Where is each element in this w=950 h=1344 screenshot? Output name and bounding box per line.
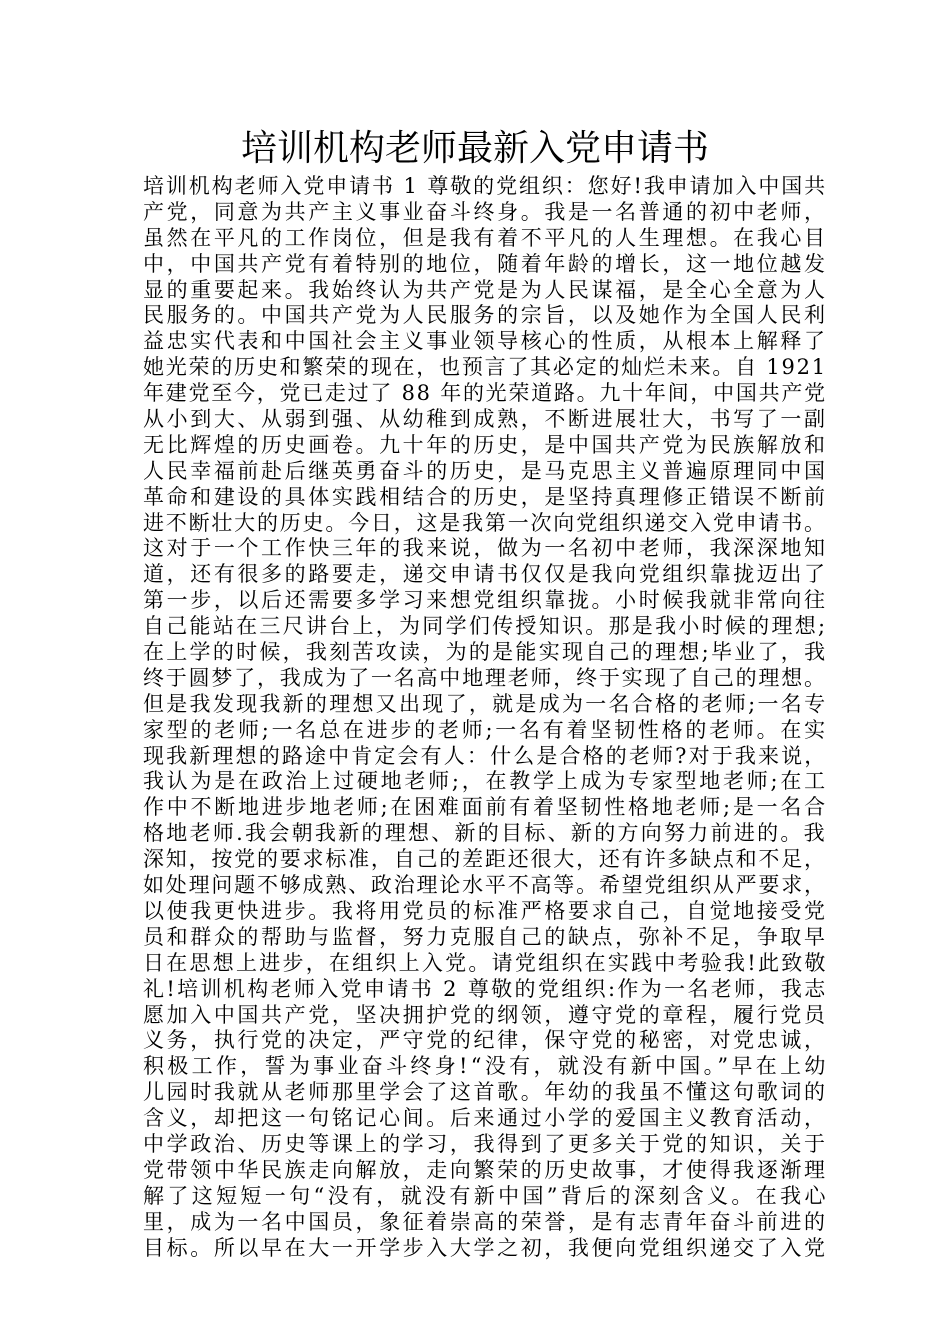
body-line: 她光荣的历史和繁荣的现在，也预言了其必定的灿烂未来。自 1921 xyxy=(143,355,827,380)
body-line: 虽然在平凡的工作岗位，但是我有着不平凡的人生理想。在我心目 xyxy=(143,225,828,250)
body-line: 我认为是在政治上过硬地老师;，在教学上成为专家型地老师;在工 xyxy=(143,769,828,794)
body-line: 日在思想上进步，在组织上入党。请党组织在实践中考验我!此致敬 xyxy=(143,950,828,975)
body-line: 道，还有很多的路要走，递交申请书仅仅是我向党组织靠拢迈出了 xyxy=(143,562,828,587)
body-line: 产党，同意为共产主义事业奋斗终身。我是一名普通的初中老师， xyxy=(143,199,828,224)
body-line: 里，成为一名中国员，象征着崇高的荣誉，是有志青年奋斗前进的 xyxy=(143,1209,828,1234)
body-line: 礼!培训机构老师入党申请书 2 尊敬的党组织:作为一名老师，我志 xyxy=(143,976,828,1001)
body-line: 党带领中华民族走向解放，走向繁荣的历史故事，才使得我逐渐理 xyxy=(143,1157,828,1182)
body-line: 如处理问题不够成熟、政治理论水平不高等。希望党组织从严要求， xyxy=(143,873,827,898)
body-line: 从小到大、从弱到强、从幼稚到成熟，不断进展壮大，书写了一副 xyxy=(143,407,828,432)
body-line: 深知，按党的要求标准，自己的差距还很大，还有许多缺点和不足， xyxy=(143,847,827,872)
body-line: 中学政治、历史等课上的学习，我得到了更多关于党的知识，关于 xyxy=(143,1131,828,1156)
body-line: 自己能站在三尺讲台上，为同学们传授知识。那是我小时候的理想; xyxy=(143,614,828,639)
body-line: 含义，却把这一句铭记心间。后来通过小学的爱国主义教育活动， xyxy=(143,1106,828,1131)
body-line: 中，中国共产党有着特别的地位，随着年龄的增长，这一地位越发 xyxy=(143,251,828,276)
body-line: 目标。所以早在大一开学步入大学之初，我便向党组织递交了入党 xyxy=(143,1235,828,1260)
body-line: 义务，执行党的决定，严守党的纪律，保守党的秘密，对党忠诚， xyxy=(143,1028,828,1053)
body-line: 家型的老师;一名总在进步的老师;一名有着坚韧性格的老师。在实 xyxy=(143,717,828,742)
body-line: 格地老师.我会朝我新的理想、新的目标、新的方向努力前进的。我 xyxy=(143,821,827,846)
body-line: 这对于一个工作快三年的我来说，做为一名初中老师，我深深地知 xyxy=(143,536,828,561)
body-line: 儿园时我就从老师那里学会了这首歌。年幼的我虽不懂这句歌词的 xyxy=(143,1080,828,1105)
body-line: 人民幸福前赴后继英勇奋斗的历史，是马克思主义普遍原理同中国 xyxy=(143,458,828,483)
document-title: 培训机构老师最新入党申请书 xyxy=(240,128,709,169)
body-line: 在上学的时候，我刻苦攻读，为的是能实现自己的理想;毕业了，我 xyxy=(143,640,828,665)
body-line: 进不断壮大的历史。今日，这是我第一次向党组织递交入党申请书。 xyxy=(143,510,827,535)
body-line: 以使我更快进步。我将用党员的标准严格要求自己，自觉地接受党 xyxy=(143,898,828,923)
body-line: 愿加入中国共产党，坚决拥护党的纲领，遵守党的章程，履行党员 xyxy=(143,1002,828,1027)
body-line: 作中不断地进步地老师;在困难面前有着坚韧性格地老师;是一名合 xyxy=(143,795,828,820)
body-line: 解了这短短一句“没有，就没有新中国”背后的深刻含义。在我心 xyxy=(143,1183,829,1208)
body-line: 终于圆梦了，我成为了一名高中地理老师，终于实现了自己的理想。 xyxy=(143,665,827,690)
body-line: 员和群众的帮助与监督，努力克服自己的缺点，弥补不足，争取早 xyxy=(143,924,828,949)
document-body xyxy=(143,174,829,1261)
body-line: 第一步，以后还需要多学习来想党组织靠拢。小时候我就非常向往 xyxy=(143,588,828,613)
body-line: 但是我发现我新的理想又出现了，就是成为一名合格的老师;一名专 xyxy=(143,691,828,716)
body-line: 显的重要起来。我始终认为共产党是为人民谋福，是全心全意为人 xyxy=(143,277,828,302)
body-line: 益忠实代表和中国社会主义事业领导核心的性质，从根本上解释了 xyxy=(143,329,828,354)
body-line: 年建党至今，党已走过了 88 年的光荣道路。九十年间，中国共产党 xyxy=(143,381,827,406)
body-line: 现我新理想的路途中肯定会有人：什么是合格的老师?对于我来说， xyxy=(143,743,828,768)
body-line: 革命和建设的具体实践相结合的历史，是坚持真理修正错误不断前 xyxy=(143,484,828,509)
body-line: 无比辉煌的历史画卷。九十年的历史，是中国共产党为民族解放和 xyxy=(143,432,828,457)
body-line: 积极工作，誓为事业奋斗终身!“没有，就没有新中国。”早在上幼 xyxy=(143,1054,829,1079)
body-line: 培训机构老师入党申请书 1 尊敬的党组织：您好!我申请加入中国共 xyxy=(143,174,828,198)
body-line: 民服务的。中国共产党为人民服务的宗旨，以及她作为全国人民利 xyxy=(143,303,828,328)
